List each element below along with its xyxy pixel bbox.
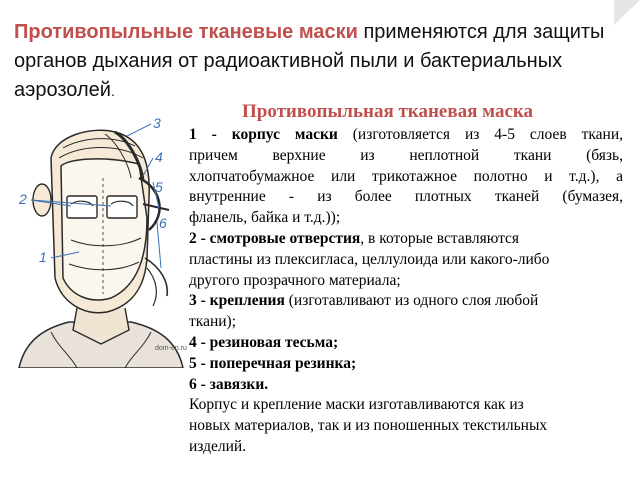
intro-highlight: Противопыльные тканевые маски: [14, 21, 358, 43]
item-1-line-5: фланель, байка и т.д.));: [189, 209, 341, 227]
closing-line-1: Корпус и крепление маски изготавливаются как из: [189, 396, 524, 414]
item-3-line-1: 3 - крепления (изготавливают из одного слоя любой: [189, 292, 539, 310]
mask-heading: Противопыльная тканевая маска: [242, 101, 534, 122]
intro-line-3: аэрозолей: [14, 79, 111, 101]
item-4: 4 - резиновая тесьма;: [189, 333, 339, 351]
item-2-line-3: другого прозрачного материала;: [189, 271, 401, 289]
intro-paragraph: [14, 18, 614, 106]
intro-line-2: органов дыхания от радиоактивной пыли и бактериальных: [14, 50, 563, 72]
callout-4: 4: [155, 149, 163, 165]
item-1-line-4: внутренние - из более плотных тканей (бумазея,: [189, 188, 623, 206]
item-1-line-3: хлопчатобумажное или трикотажное полотно и т.д.), а: [189, 167, 623, 185]
item-2-title: 2 - смотровые отверстия: [189, 229, 361, 247]
callout-6: 6: [159, 215, 167, 231]
item-3-title: 3 - крепления: [189, 292, 285, 310]
callout-5: 5: [155, 179, 163, 195]
callout-2: 2: [19, 191, 27, 207]
item-1-line-1: 1 - корпус маски (изготовляется из 4-5 слоев ткани,: [189, 126, 623, 143]
item-6: 6 - завязки.: [189, 375, 269, 393]
closing-line-3: изделий.: [189, 437, 247, 455]
intro-line-1: применяются для защиты: [357, 21, 605, 43]
page-corner-fold: [614, 0, 640, 25]
callout-3: 3: [153, 118, 161, 131]
item-1-title: 1 - корпус маски: [189, 126, 338, 143]
image-credit: dom-en.ru: [155, 345, 187, 352]
item-3-line-2: ткани);: [189, 313, 237, 331]
item-5: 5 - поперечная резинка;: [189, 354, 357, 372]
mask-drawing: [11, 118, 191, 368]
item-2-line-2: пластины из плексигласа, целлулоида или какого-либо: [189, 250, 550, 268]
mask-illustration: [11, 118, 191, 368]
callout-1: 1: [39, 249, 47, 265]
intro-end: .: [110, 83, 115, 99]
mask-description: [189, 125, 623, 458]
item-2-line-1: 2 - смотровые отверстия, в которые вставляются: [189, 229, 520, 247]
closing-line-2: новых материалов, так и из поношенных текстильных: [189, 417, 548, 435]
item-1-line-2: причем верхние из неплотной ткани (бязь,: [189, 146, 623, 164]
